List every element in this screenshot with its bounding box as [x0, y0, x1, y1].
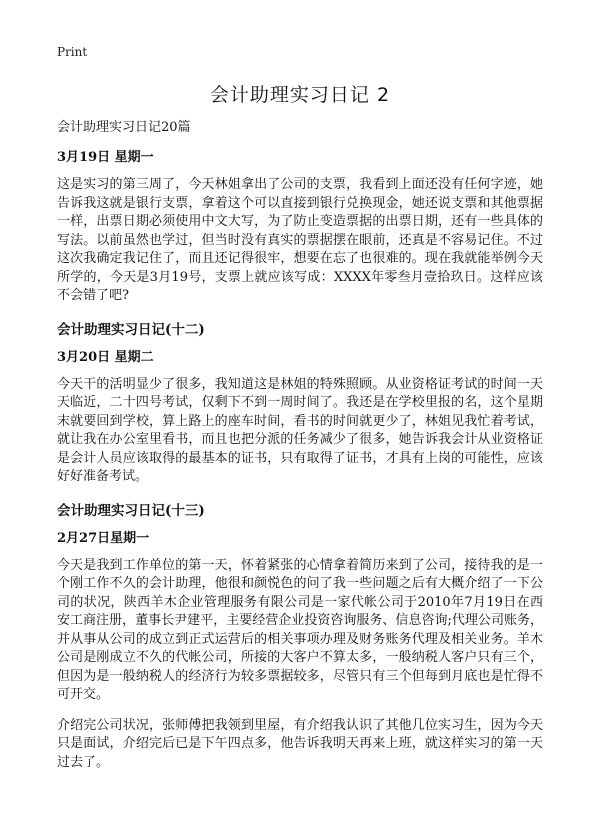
entry-heading: 会计助理实习日记(十三): [57, 502, 205, 519]
document-body: [57, 118, 543, 784]
diary-entry: [57, 501, 543, 773]
entry-date: 3月20日 星期二: [57, 349, 154, 365]
diary-entry: [57, 320, 543, 487]
document-subtitle: 会计助理实习日记20篇: [57, 120, 191, 135]
page-title: 会计助理实习日记 2: [209, 84, 391, 106]
entry-paragraph: 今天干的活明显少了很多，我知道这是林姐的特殊照顾。从业资格证考试的时间一天天临近，二十四号考试，仅剩下不到一周时间了。我还是在学校里报的名，这个星期末就要回到学校，算上路上的座车时间，看书的时间就更少了，林姐见我忙着考试，就让我在办公室里看书，而且也把分派的任务减少了很多，她告诉我会计从业资格证是会计人员应该取得的最基本的证书，只有取得了证书，才具有上岗的可能性，应该好好准备考试。: [57, 376, 543, 484]
entry-date: 2月27日星期一: [57, 530, 150, 546]
entry-paragraph: 介绍完公司状况，张师傅把我领到里屋，有介绍我认识了其他几位实习生，因为今天只是面试，介绍完后已是下午四点多，他告诉我明天再来上班，就这样实习的第一天过去了。: [57, 717, 543, 770]
entry-paragraph: 这是实习的第三周了，今天林姐拿出了公司的支票，我看到上面还没有任何字迹，她告诉我这就是银行支票，拿着这个可以直接到银行兑换现金，她还说支票和其他票据一样，出票日期必须使用中文大写，为了防止变造票据的出票日期，还有一些具体的写法。以前虽然也学过，但当时没有真实的票据摆在眼前，还真是不容易记住。不过这次我确定我记住了，而且还记得很牢，想要在忘了也很难的。现在我就能举例今天所学的，今天是3月19号，支票上就应该写成：XXXX年零叁月壹拾玖日。这样应该不会错了吧?: [57, 177, 543, 303]
diary-entry: [57, 148, 543, 306]
entry-date: 3月19日 星期一: [57, 150, 154, 165]
entry-paragraph: 今天是我到工作单位的第一天，怀着紧张的心情拿着简历来到了公司，接待我的是一个刚工作不久的会计助理，他很和颜悦色的问了我一些问题之后有大概介绍了一下公司的状况，陕西羊木企业管理服务有限公司是一家代帐公司于2010年7月19日在西安工商注册，董事长尹建平，主要经营企业投资咨询服务、信息咨询;代理公司账务，并从事从公司的成立到正式运营后的相关事项办理及财务账务代理及相关业务。羊木公司是刚成立不久的代帐公司，所接的大客户不算太多，一般纳税人客户只有三个，但因为是一般纳税人的经济行为较多票据较多，尽管只有三个但每到月底也是忙得不可开交。: [57, 557, 543, 702]
entry-heading: 会计助理实习日记(十二): [57, 321, 205, 338]
print-label[interactable]: Print: [57, 45, 88, 59]
